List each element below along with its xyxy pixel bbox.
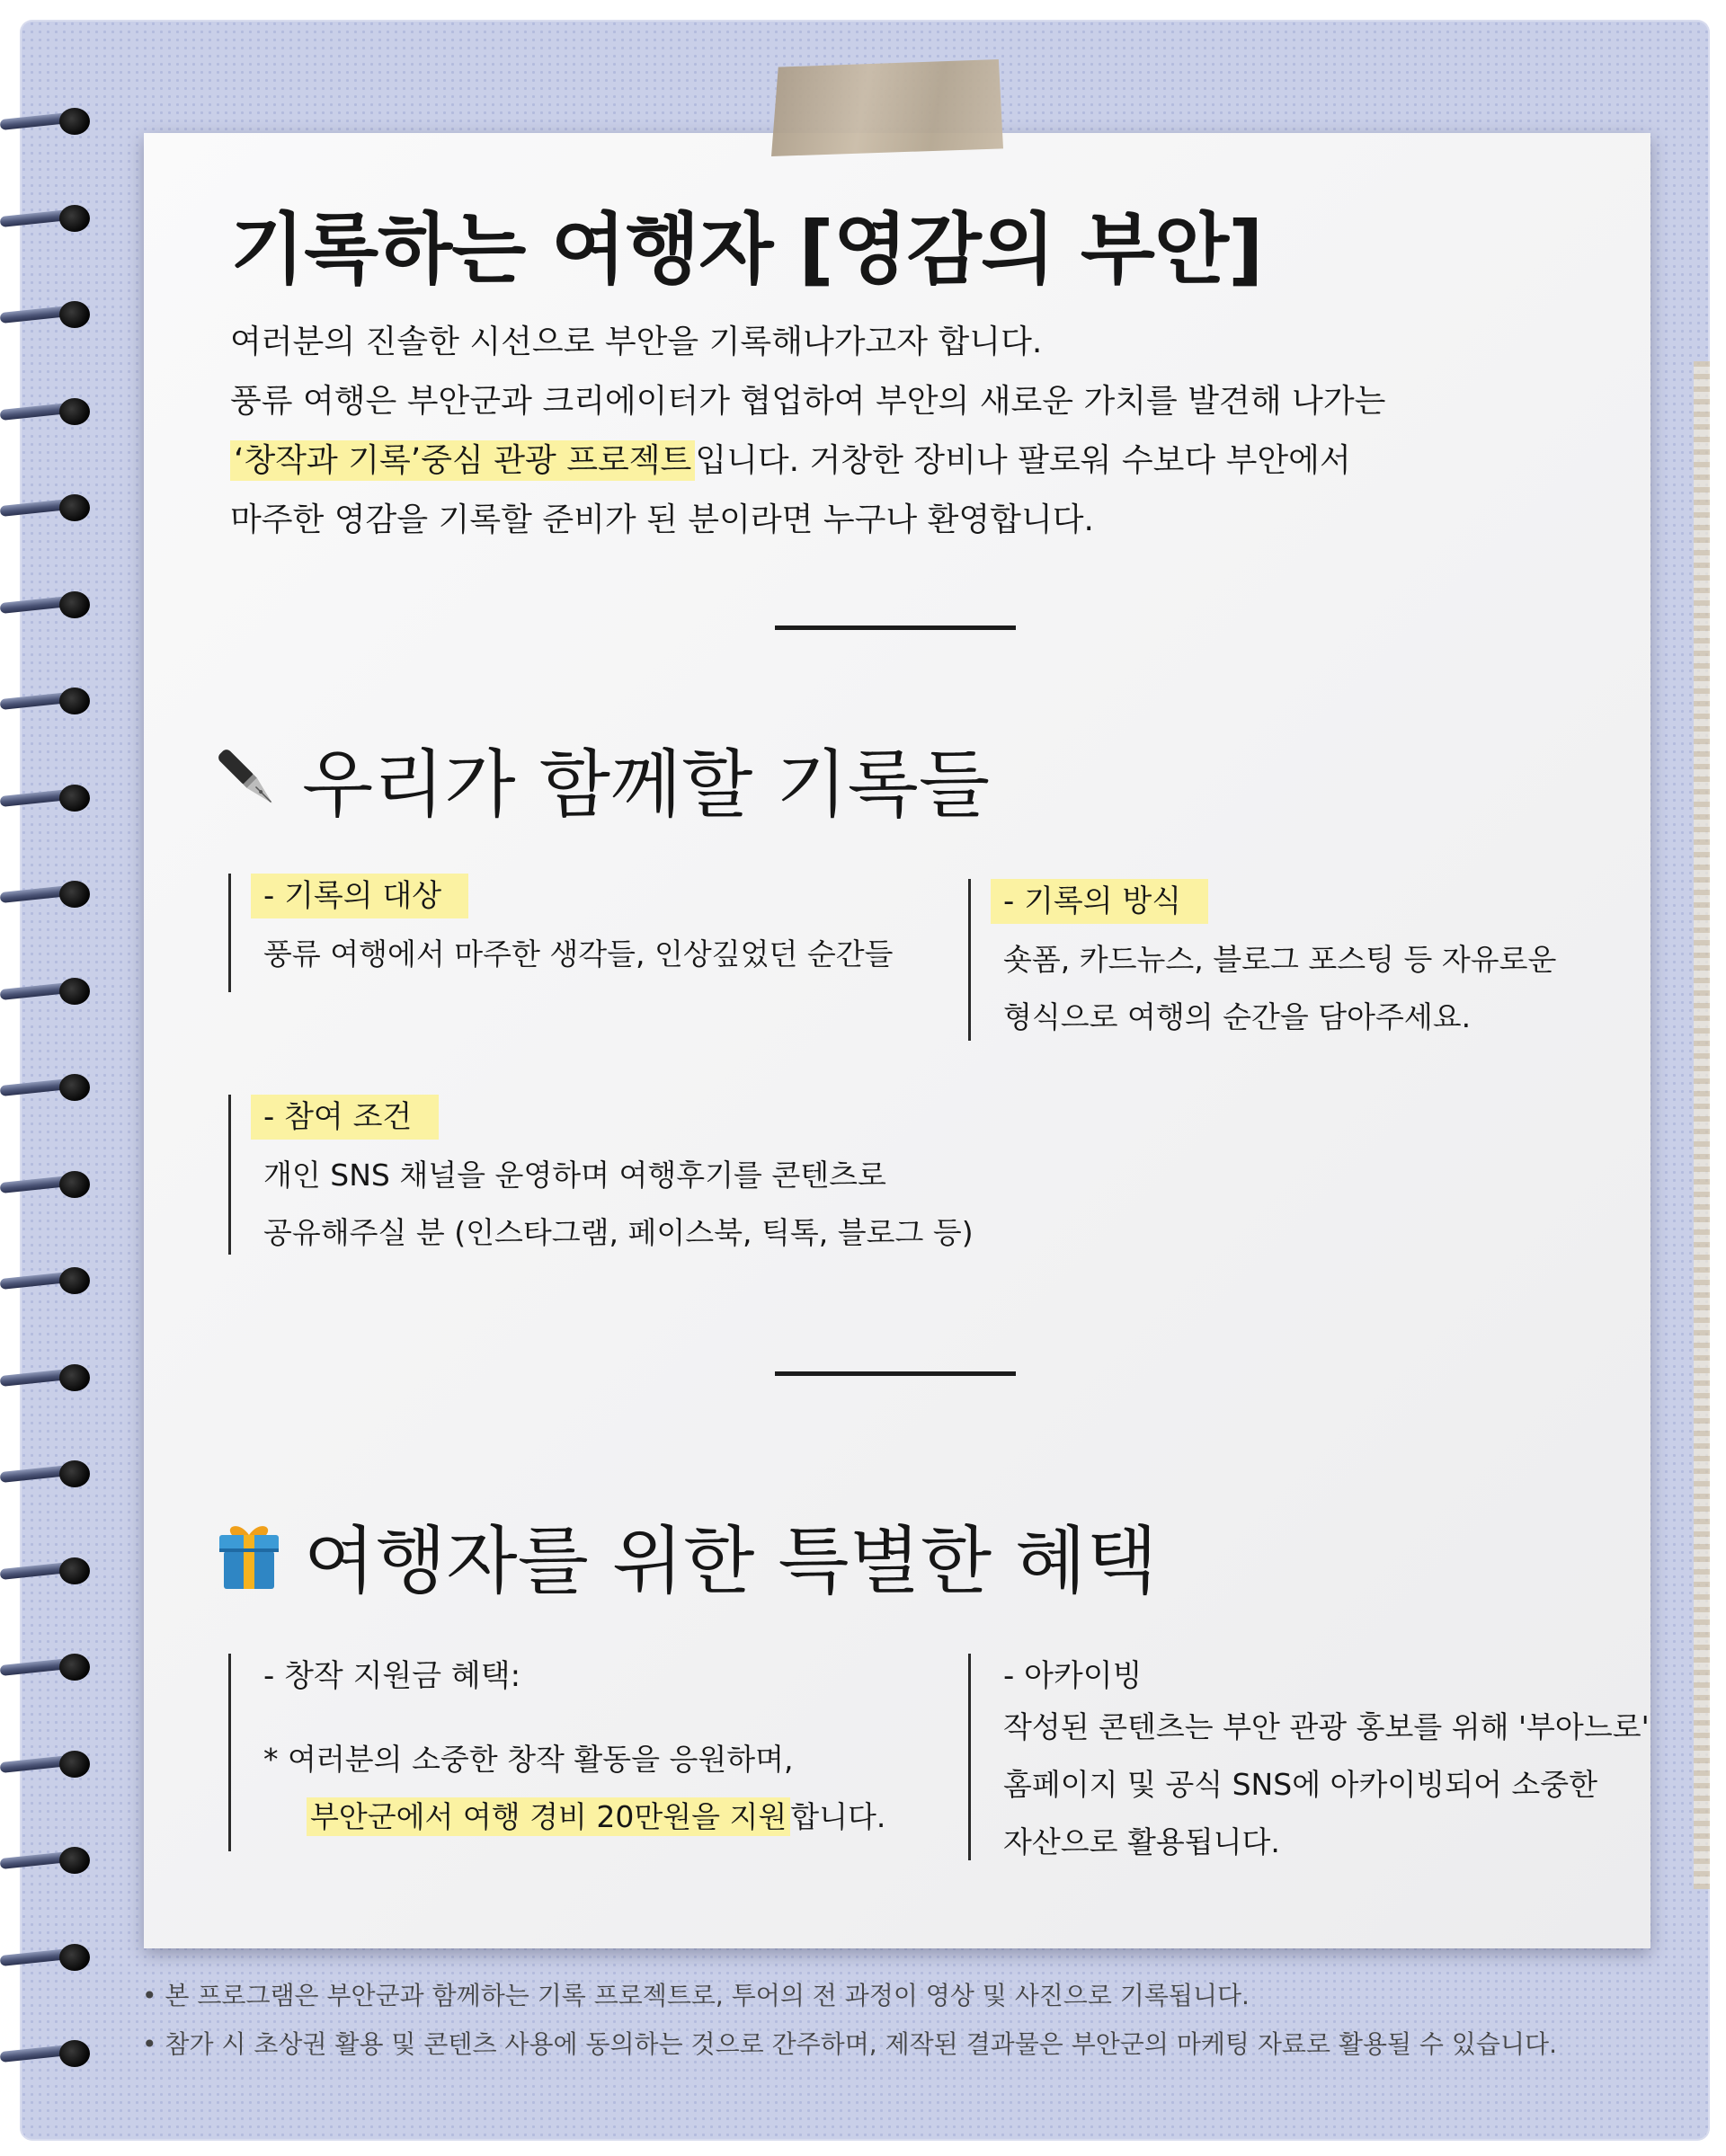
intro-paragraph	[230, 313, 1489, 550]
spiral-ring	[0, 394, 99, 430]
record-target-block	[228, 874, 894, 992]
record-target-label: - 기록의 대상	[251, 874, 468, 918]
participation-condition-text: 개인 SNS 채널을 운영하며 여행후기를 콘텐츠로	[263, 1158, 886, 1193]
spiral-ring	[0, 1553, 99, 1589]
spiral-ring	[0, 1456, 99, 1492]
footnotes	[142, 1972, 1557, 2069]
creation-grant-block	[228, 1654, 885, 1851]
spiral-ring	[0, 103, 99, 139]
spiral-ring	[0, 1649, 99, 1685]
section-divider	[775, 626, 1016, 630]
benefits-heading-text: 여행자를 위한 특별한 혜택	[304, 1519, 1158, 1604]
creation-grant-highlight: 부안군에서 여행 경비 20만원을 지원	[307, 1797, 790, 1836]
records-heading-text: 우리가 함께할 기록들	[302, 742, 991, 828]
participation-condition-block	[228, 1095, 974, 1255]
spiral-ring	[0, 1842, 99, 1878]
spiral-binding	[0, 103, 99, 2098]
spiral-ring	[0, 683, 99, 719]
archiving-block	[968, 1654, 1650, 1860]
participation-condition-text: 공유해주실 분 (인스타그램, 페이스북, 틱톡, 블로그 등)	[263, 1215, 974, 1250]
page-title: 기록하는 여행자 [영감의 부안]	[230, 205, 1263, 295]
spiral-ring	[0, 876, 99, 912]
spiral-ring	[0, 1167, 99, 1202]
creation-grant-text: * 여러분의 소중한 창작 활동을 응원하며,	[263, 1742, 794, 1777]
section-divider	[775, 1371, 1016, 1376]
record-method-text: 숏폼, 카드뉴스, 블로그 포스팅 등 자유로운	[1003, 942, 1557, 977]
record-target-text: 풍류 여행에서 마주한 생각들, 인상깊었던 순간들	[263, 936, 894, 972]
records-heading	[212, 726, 990, 831]
creation-grant-label: - 창작 지원금 혜택:	[263, 1658, 521, 1694]
spiral-ring	[0, 1746, 99, 1782]
archiving-text: 자산으로 활용됩니다.	[1003, 1824, 1280, 1859]
record-method-label: - 기록의 방식	[991, 879, 1208, 924]
fountain-pen-icon	[212, 743, 284, 815]
participation-condition-label: - 참여 조건	[251, 1095, 439, 1140]
intro-line: 여러분의 진솔한 시선으로 부안을 기록해나가고자 합니다.	[230, 324, 1043, 360]
spiral-ring	[0, 587, 99, 623]
spiral-ring	[0, 1263, 99, 1299]
creation-grant-text-rest: 합니다.	[790, 1799, 886, 1834]
intro-line: 마주한 영감을 기록할 준비가 된 분이라면 누구나 환영합니다.	[230, 501, 1094, 538]
spiral-ring	[0, 1939, 99, 1975]
notebook-page-edges	[1694, 361, 1710, 1889]
intro-line-rest: 입니다. 거창한 장비나 팔로워 수보다 부안에서	[695, 442, 1351, 479]
record-method-text: 형식으로 여행의 순간을 담아주세요.	[1003, 999, 1472, 1034]
spiral-ring	[0, 780, 99, 816]
intro-line	[230, 431, 1489, 491]
masking-tape	[771, 59, 1003, 156]
record-method-block	[968, 879, 1556, 1041]
spiral-ring	[0, 200, 99, 236]
spiral-ring	[0, 973, 99, 1009]
footnote: • 참가 시 초상권 활용 및 콘텐츠 사용에 동의하는 것으로 간주하며, 제작된 결과물은 부안군의 마케팅 자료로 활용될 수 있습니다.	[142, 2029, 1557, 2059]
spiral-ring	[0, 2036, 99, 2072]
archiving-text: 작성된 콘텐츠는 부안 관광 홍보를 위해 '부아느로'	[1003, 1709, 1650, 1744]
benefits-heading	[212, 1503, 1158, 1608]
archiving-text: 홈페이지 및 공식 SNS에 아카이빙되어 소중한	[1003, 1767, 1597, 1802]
footnote: • 본 프로그램은 부안군과 함께하는 기록 프로젝트로, 투어의 전 과정이 영상 및 사진으로 기록됩니다.	[142, 1981, 1250, 2010]
gift-box-icon	[212, 1519, 286, 1593]
intro-highlight: ‘창작과 기록’중심 관광 프로젝트	[230, 440, 695, 481]
spiral-ring	[0, 1360, 99, 1396]
spiral-ring	[0, 490, 99, 526]
intro-line: 풍류 여행은 부안군과 크리에이터가 협업하여 부안의 새로운 가치를 발견해 나가는	[230, 383, 1386, 420]
spiral-ring	[0, 297, 99, 333]
creation-grant-text	[251, 1788, 885, 1846]
archiving-label: - 아카이빙	[1003, 1658, 1143, 1694]
spiral-ring	[0, 1069, 99, 1105]
